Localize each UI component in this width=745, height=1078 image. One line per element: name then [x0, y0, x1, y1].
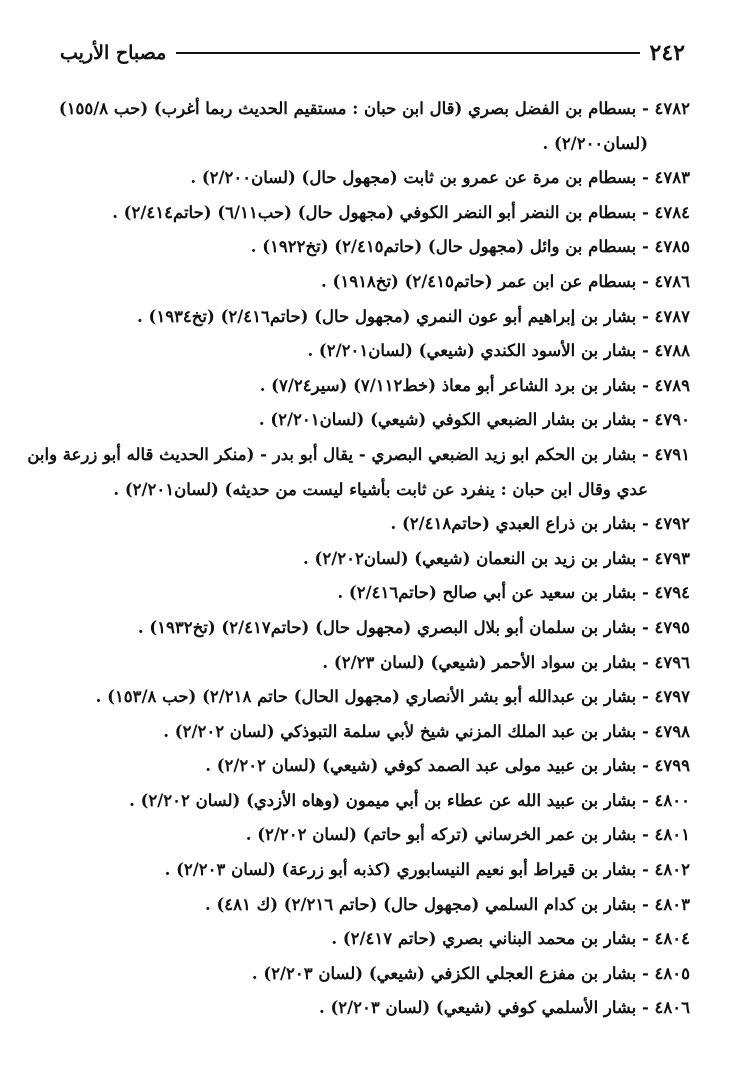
book-title: مصباح الأريب: [60, 42, 167, 64]
entry-number: ٤٧٩٧: [654, 687, 690, 707]
entry-text: بشار بن سلمان أبو بلال البصري (مجهول حال) (حاتم٢/٤١٧) (تخ١٩٣٢) .: [137, 617, 637, 637]
entry-text: بشار بن إبراهيم أبو عون النمري (مجهول حال) (حاتم٢/٤١٦) (تخ١٩٣٤) .: [137, 306, 637, 326]
list-item: [40, 507, 690, 542]
entry-dash: -: [636, 894, 655, 914]
entry-text: بسطام بن مرة عن عمرو بن ثابت (مجهول حال) (لسان٢/٢٠٠) .: [190, 168, 637, 188]
list-item: [27, 438, 690, 473]
entry-text: بشار بن قيراط أبو نعيم النيسابوري (كذبه أبو زرعة) (لسان ٢/٢٠٣) .: [164, 860, 637, 880]
entry-dash: -: [636, 548, 655, 568]
entry-list: [27, 92, 690, 1026]
entry-dash: -: [636, 237, 655, 257]
entry-number: ٤٧٨٦: [654, 271, 690, 291]
entry-text: بشار بن عمر الخرساني (تركه أبو حاتم) (لسان ٢/٢٠٢) .: [245, 825, 637, 845]
list-item: [40, 92, 690, 127]
entry-text: بشار بن عبد الملك المزني شيخ لأبي سلمة التبوذكي (لسان ٢/٢٠٢) .: [163, 721, 637, 741]
entry-dash: -: [636, 652, 655, 672]
entry-dash: -: [636, 271, 655, 291]
list-item: [40, 300, 690, 335]
entry-text: بسطام بن الفضل بصري (قال ابن حبان : مستقيم الحديث ربما أغرب) (حب ١٥٥/٨): [58, 99, 637, 118]
entry-dash: -: [636, 617, 655, 637]
list-item: [40, 542, 690, 577]
entry-dash: -: [636, 444, 655, 464]
entry-text: بشار بن سواد الأحمر (شيعي) (لسان ٢/٢٣) .: [322, 652, 637, 672]
entry-text: بشار بن كدام السلمي (مجهول حال) (حاتم ٢/٢١٦) (ك ٤٨١) .: [205, 894, 637, 914]
entry-dash: -: [636, 202, 655, 222]
entry-number: ٤٨٠٥: [654, 963, 690, 983]
entry-text: بشار بن عبيد الله عن عطاء بن أبي ميمون (وهاه الأزدي) (لسان ٢/٢٠٢) .: [129, 790, 637, 810]
entry-text: بشار بن زيد بن النعمان (شيعي) (لسان٢/٢٠٢) .: [303, 548, 637, 568]
list-item: [40, 334, 690, 369]
entry-text: بشار بن بشار الضبعي الكوفي (شيعي) (لسان٢/٢٠١) .: [258, 410, 637, 430]
entry-dash: -: [636, 687, 655, 707]
list-item: [40, 646, 690, 681]
list-item: [40, 922, 690, 957]
entry-number: ٤٨٠٠: [654, 790, 690, 810]
entry-text: بسطام بن وائل (مجهول حال) (حاتم٢/٤١٥) (تخ١٩٢٢) .: [250, 237, 637, 257]
list-item: [40, 784, 690, 819]
entry-text: بشار بن مفزع العجلي الكزفي (شيعي) (لسان ٢/٢٠٣) .: [251, 963, 637, 983]
entry-dash: -: [636, 790, 655, 810]
entry-dash: -: [636, 825, 655, 845]
list-item: [40, 818, 690, 853]
entry-text: بشار بن سعيد عن أبي صالح (حاتم٢/٤١٦) .: [337, 583, 637, 603]
list-item: [40, 991, 690, 1026]
entry-dash: -: [636, 998, 655, 1018]
list-item: [40, 749, 690, 784]
entry-number: ٤٧٨٨: [654, 341, 690, 361]
list-item: [40, 161, 690, 196]
entry-number: ٤٧٨٥: [654, 237, 690, 257]
entry-dash: -: [636, 963, 655, 983]
list-item: [40, 403, 690, 438]
entry-number: ٤٨٠٦: [654, 998, 690, 1018]
entry-dash: -: [636, 721, 655, 741]
entry-number: ٤٧٨٣: [654, 168, 690, 188]
entry-dash: -: [636, 306, 655, 326]
entry-number: ٤٧٨٢: [654, 99, 690, 118]
page-number: ٢٤٢: [649, 40, 685, 66]
entry-number: ٤٨٠٤: [654, 929, 690, 949]
entry-dash: -: [636, 168, 655, 188]
list-item: [40, 196, 690, 231]
entry-text: بسطام عن ابن عمر (حاتم٢/٤١٥) (تخ١٩١٨) .: [321, 271, 637, 291]
list-item: [40, 853, 690, 888]
entry-dash: -: [636, 410, 655, 430]
list-item: [40, 369, 690, 404]
entry-text: بشار بن عبدالله أبو بشر الأنصاري (مجهول الحال) حاتم ٢/٢١٨) (حب ١٥٣/٨) .: [95, 687, 637, 707]
entry-continuation: (لسان٢/٢٠٠) .: [542, 133, 648, 153]
entry-number: ٤٨٠٢: [654, 860, 690, 880]
entry-text: بشار بن برد الشاعر أبو معاذ (خط٧/١١٢) (سير٧/٢٤) .: [259, 375, 637, 395]
entry-number: ٤٧٨٩: [654, 375, 690, 395]
list-item: [40, 957, 690, 992]
page-header: [60, 38, 685, 68]
entry-dash: -: [636, 341, 655, 361]
entry-text: بشار الأسلمي كوفي (شيعي) (لسان ٢/٢٠٣) .: [318, 998, 637, 1018]
entry-number: ٤٧٩٢: [654, 514, 690, 534]
list-item: [40, 265, 690, 300]
list-item: [40, 680, 690, 715]
header-rule: [176, 52, 639, 54]
entry-number: ٤٧٨٤: [654, 202, 690, 222]
entry-dash: -: [636, 929, 655, 949]
entry-text: بشار بن الأسود الكندي (شيعي) (لسان٢/٢٠١) .: [307, 341, 637, 361]
entry-dash: -: [636, 99, 655, 118]
entry-number: ٤٧٩٨: [654, 721, 690, 741]
entry-continuation: عدي وقال ابن حبان : ينفرد عن ثابت بأشياء ليست من حديثه) (لسان٢/٢٠١) .: [113, 479, 648, 499]
entry-text: بشار بن ذراع العبدي (حاتم٢/٤١٨) .: [390, 514, 637, 534]
entry-number: ٤٧٩٥: [654, 617, 690, 637]
entry-dash: -: [636, 756, 655, 776]
list-item: [40, 611, 690, 646]
list-item: [40, 230, 690, 265]
list-item: [40, 715, 690, 750]
entry-number: ٤٧٩٠: [654, 410, 690, 430]
entry-number: ٤٧٩٦: [654, 652, 690, 672]
entry-dash: -: [636, 375, 655, 395]
entry-number: ٤٨٠١: [654, 825, 690, 845]
entry-dash: -: [636, 583, 655, 603]
entry-number: ٤٨٠٣: [654, 894, 690, 914]
entry-number: ٤٧٩٩: [654, 756, 690, 776]
entry-text: بشار بن عبيد مولى عبد الصمد كوفي (شيعي) (لسان ٢/٢٠٢) .: [205, 756, 637, 776]
entry-number: ٤٧٩١: [654, 444, 690, 464]
entry-text: بشار بن محمد البناني بصري (حاتم ٢/٤١٧) .: [331, 929, 637, 949]
entry-text: بشار بن الحكم ابو زيد الضبعي البصري - يقال أبو بدر - (منكر الحديث قاله أبو زرعة وابن: [27, 444, 637, 464]
list-item: [40, 888, 690, 923]
entry-number: ٤٧٨٧: [654, 306, 690, 326]
list-item: [40, 576, 690, 611]
entry-text: بسطام بن النضر أبو النضر الكوفي (مجهول حال) (حب٦/١١) (حاتم٢/٤١٤) .: [112, 202, 637, 222]
entry-dash: -: [636, 860, 655, 880]
entry-number: ٤٧٩٣: [654, 548, 690, 568]
entry-number: ٤٧٩٤: [654, 583, 690, 603]
entry-dash: -: [636, 514, 655, 534]
